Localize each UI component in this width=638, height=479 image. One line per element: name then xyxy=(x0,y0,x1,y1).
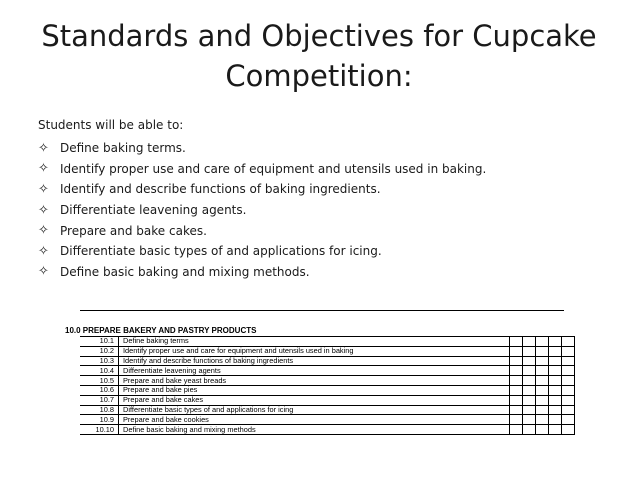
checkbox-cell xyxy=(549,337,562,347)
checkbox-cell xyxy=(562,415,575,425)
standard-number: 10.9 xyxy=(80,415,119,425)
checkbox-cell xyxy=(562,405,575,415)
checkbox-cell xyxy=(510,356,523,366)
standard-description: Prepare and bake cakes xyxy=(119,395,510,405)
diamond-outline-icon: ✧ xyxy=(38,264,49,280)
divider xyxy=(80,310,564,311)
checkbox-cell xyxy=(510,346,523,356)
checkbox-cell xyxy=(536,366,549,376)
standard-number: 10.7 xyxy=(80,395,119,405)
objective-text: Identify and describe functions of baking ingredients. xyxy=(60,182,381,197)
checkbox-cell xyxy=(549,405,562,415)
checkbox-cell xyxy=(562,356,575,366)
objective-text: Identify proper use and care of equipment and utensils used in baking. xyxy=(60,161,487,176)
diamond-outline-icon: ✧ xyxy=(38,161,49,177)
checkbox-cell xyxy=(549,366,562,376)
checkbox-cell xyxy=(562,425,575,435)
table-row xyxy=(80,366,575,376)
checkbox-cell xyxy=(510,395,523,405)
standard-description: Differentiate basic types of and applications for icing xyxy=(119,405,510,415)
objective-text: Differentiate basic types of and applications for icing. xyxy=(60,244,382,259)
checkbox-cell xyxy=(549,356,562,366)
standards-heading: 10.0 PREPARE BAKERY AND PASTRY PRODUCTS xyxy=(65,326,257,335)
checkbox-cell xyxy=(523,425,536,435)
checkbox-cell xyxy=(536,385,549,395)
standard-number: 10.10 xyxy=(80,425,119,435)
checkbox-cell xyxy=(523,337,536,347)
checkbox-cell xyxy=(536,415,549,425)
checkbox-cell xyxy=(536,405,549,415)
checkbox-cell xyxy=(536,376,549,386)
standard-number: 10.3 xyxy=(80,356,119,366)
page-title: Standards and Objectives for Cupcake Competition: xyxy=(41,19,597,93)
checkbox-cell xyxy=(562,337,575,347)
standard-description: Define basic baking and mixing methods xyxy=(119,425,510,435)
checkbox-cell xyxy=(562,376,575,386)
checkbox-cell xyxy=(510,405,523,415)
table-row xyxy=(80,425,575,435)
checkbox-cell xyxy=(523,346,536,356)
checkbox-cell xyxy=(536,356,549,366)
standard-description: Define baking terms xyxy=(119,337,510,347)
checkbox-cell xyxy=(536,337,549,347)
checkbox-cell xyxy=(549,395,562,405)
standard-description: Differentiate leavening agents xyxy=(119,366,510,376)
standard-number: 10.8 xyxy=(80,405,119,415)
list-item xyxy=(38,241,486,262)
checkbox-cell xyxy=(523,405,536,415)
checkbox-cell xyxy=(562,395,575,405)
table-row xyxy=(80,337,575,347)
standard-description: Prepare and bake cookies xyxy=(119,415,510,425)
standard-description: Identify proper use and care for equipment and utensils used in baking xyxy=(119,346,510,356)
checkbox-cell xyxy=(549,346,562,356)
objectives-list xyxy=(38,138,486,282)
list-item xyxy=(38,220,486,241)
standard-number: 10.2 xyxy=(80,346,119,356)
checkbox-cell xyxy=(549,415,562,425)
checkbox-cell xyxy=(562,385,575,395)
checkbox-cell xyxy=(562,366,575,376)
table-row xyxy=(80,356,575,366)
checkbox-cell xyxy=(510,337,523,347)
table-row xyxy=(80,346,575,356)
checkbox-cell xyxy=(536,395,549,405)
table-row xyxy=(80,385,575,395)
diamond-outline-icon: ✧ xyxy=(38,202,49,218)
checkbox-cell xyxy=(510,425,523,435)
objective-text: Define baking terms. xyxy=(60,141,186,156)
standard-description: Prepare and bake pies xyxy=(119,385,510,395)
checkbox-cell xyxy=(510,415,523,425)
checkbox-cell xyxy=(523,376,536,386)
diamond-outline-icon: ✧ xyxy=(38,223,49,239)
diamond-outline-icon: ✧ xyxy=(38,243,49,259)
standard-description: Identify and describe functions of baking ingredients xyxy=(119,356,510,366)
objective-text: Define basic baking and mixing methods. xyxy=(60,264,310,279)
checkbox-cell xyxy=(523,385,536,395)
standards-table xyxy=(80,336,575,435)
standard-description: Prepare and bake yeast breads xyxy=(119,376,510,386)
checkbox-cell xyxy=(523,356,536,366)
table-row xyxy=(80,395,575,405)
checkbox-cell xyxy=(523,395,536,405)
checkbox-cell xyxy=(510,385,523,395)
checkbox-cell xyxy=(549,425,562,435)
diamond-outline-icon: ✧ xyxy=(38,140,49,156)
list-item xyxy=(38,262,486,283)
standard-number: 10.4 xyxy=(80,366,119,376)
list-item xyxy=(38,159,486,180)
standard-number: 10.5 xyxy=(80,376,119,386)
list-item xyxy=(38,138,486,159)
checkbox-cell xyxy=(549,376,562,386)
objective-text: Prepare and bake cakes. xyxy=(60,223,207,238)
checkbox-cell xyxy=(562,346,575,356)
standard-number: 10.1 xyxy=(80,337,119,347)
table-row xyxy=(80,405,575,415)
checkbox-cell xyxy=(523,366,536,376)
checkbox-cell xyxy=(510,366,523,376)
objective-text: Differentiate leavening agents. xyxy=(60,203,247,218)
intro-text: Students will be able to: xyxy=(38,118,184,132)
checkbox-cell xyxy=(536,346,549,356)
table-row xyxy=(80,415,575,425)
diamond-outline-icon: ✧ xyxy=(38,181,49,197)
list-item xyxy=(38,179,486,200)
checkbox-cell xyxy=(510,376,523,386)
checkbox-cell xyxy=(536,425,549,435)
list-item xyxy=(38,200,486,221)
checkbox-cell xyxy=(549,385,562,395)
table-row xyxy=(80,376,575,386)
checkbox-cell xyxy=(523,415,536,425)
standard-number: 10.6 xyxy=(80,385,119,395)
